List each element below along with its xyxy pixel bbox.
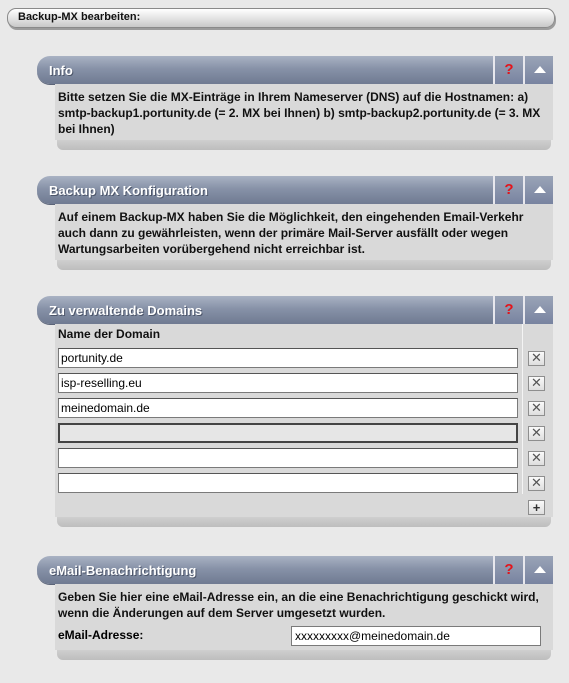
- domain-column-header: Name der Domain: [58, 327, 161, 341]
- delete-domain-button[interactable]: [528, 401, 545, 416]
- email-field[interactable]: [291, 626, 541, 646]
- triangle-up-icon: [534, 306, 546, 313]
- close-icon: ✕: [531, 450, 542, 465]
- page-title: Backup-MX bearbeiten:: [18, 11, 141, 23]
- config-panel-body: [55, 204, 553, 260]
- domains-panel-body: [55, 324, 553, 517]
- triangle-up-icon: [534, 186, 546, 193]
- info-panel-body: [55, 84, 553, 140]
- close-icon: ✕: [531, 475, 542, 490]
- delete-domain-button[interactable]: [528, 426, 545, 441]
- info-panel-footer: [57, 140, 551, 150]
- page-title-bar: [7, 8, 555, 28]
- close-icon: ✕: [531, 400, 542, 415]
- close-icon: ✕: [531, 350, 542, 365]
- config-collapse-button[interactable]: [523, 176, 553, 204]
- domain-input[interactable]: [58, 473, 518, 493]
- domain-row: [58, 398, 518, 418]
- domain-row: [58, 473, 518, 493]
- info-collapse-button[interactable]: [523, 56, 553, 84]
- triangle-up-icon: [534, 66, 546, 73]
- domains-panel-header: [37, 296, 553, 324]
- notify-panel-title: eMail-Benachrichtigung: [49, 563, 197, 578]
- email-label: eMail-Adresse:: [58, 628, 144, 642]
- domains-help-button[interactable]: [493, 296, 523, 324]
- domains-collapse-button[interactable]: [523, 296, 553, 324]
- domain-row: [58, 448, 518, 468]
- question-mark-icon: ?: [504, 181, 514, 198]
- domain-input[interactable]: [58, 423, 518, 443]
- domain-input[interactable]: [58, 348, 518, 368]
- domain-row: [58, 373, 518, 393]
- question-mark-icon: ?: [504, 301, 514, 318]
- add-domain-button[interactable]: [528, 500, 545, 515]
- info-text: Bitte setzen Sie die MX-Einträge in Ihrem Nameserver (DNS) auf die Hostnamen: a) smtp-backup1.portunity.de (= 2. MX bei Ihnen) b) smtp-backup2.portunity.de (= 3. MX bei Ihnen): [58, 90, 541, 136]
- info-panel-title: Info: [49, 63, 73, 78]
- config-panel-header: [37, 176, 553, 204]
- delete-domain-button[interactable]: [528, 451, 545, 466]
- notify-text: Geben Sie hier eine eMail-Adresse ein, an die eine Benachrichtigung geschickt wird, wenn die Änderungen auf dem Server umgesetzt wurden.: [58, 590, 539, 620]
- plus-icon: +: [532, 500, 541, 515]
- config-panel-footer: [57, 260, 551, 270]
- config-help-button[interactable]: [493, 176, 523, 204]
- triangle-up-icon: [534, 566, 546, 573]
- config-text: Auf einem Backup-MX haben Sie die Möglichkeit, den eingehenden Email-Verkehr auch dann zu gewährleisten, wenn der primäre Mail-Server ausfällt oder wegen Wartungsarbeiten vorübergehend nicht erreichbar ist.: [58, 210, 524, 256]
- domain-row: [58, 423, 518, 443]
- info-panel-header: [37, 56, 553, 84]
- notify-panel-footer: [57, 650, 551, 660]
- domain-input[interactable]: [58, 448, 518, 468]
- email-row: [58, 626, 552, 648]
- info-help-button[interactable]: [493, 56, 523, 84]
- notify-panel-header: [37, 556, 553, 584]
- question-mark-icon: ?: [504, 61, 514, 78]
- delete-domain-button[interactable]: [528, 351, 545, 366]
- notify-collapse-button[interactable]: [523, 556, 553, 584]
- close-icon: ✕: [531, 425, 542, 440]
- close-icon: ✕: [531, 375, 542, 390]
- column-divider: [522, 324, 523, 494]
- domains-panel-footer: [57, 517, 551, 527]
- notify-panel-body: [55, 584, 553, 650]
- delete-domain-button[interactable]: [528, 376, 545, 391]
- domain-row: [58, 348, 518, 368]
- domain-input[interactable]: [58, 398, 518, 418]
- delete-domain-button[interactable]: [528, 476, 545, 491]
- domain-input[interactable]: [58, 373, 518, 393]
- domains-panel-title: Zu verwaltende Domains: [49, 303, 203, 318]
- config-panel-title: Backup MX Konfiguration: [49, 183, 208, 198]
- notify-help-button[interactable]: [493, 556, 523, 584]
- question-mark-icon: ?: [504, 561, 514, 578]
